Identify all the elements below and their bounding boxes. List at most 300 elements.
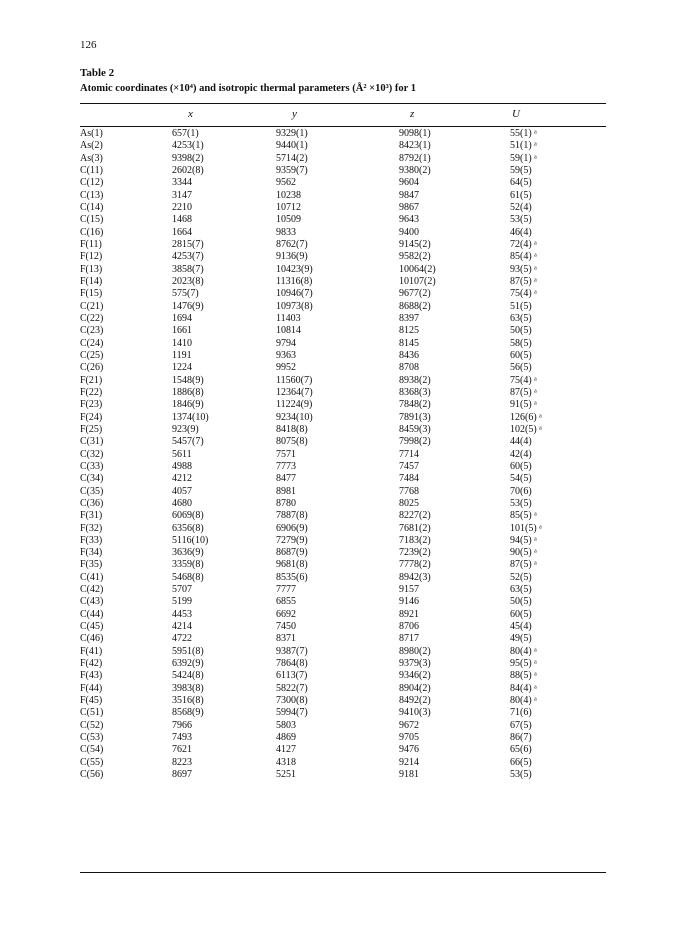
x-cell: 5457(7) bbox=[172, 436, 204, 448]
atom-cell: C(26) bbox=[80, 362, 104, 374]
table-row bbox=[80, 362, 606, 374]
z-cell: 9214 bbox=[399, 756, 419, 768]
y-cell: 6906(9) bbox=[276, 522, 308, 534]
atom-cell: F(22) bbox=[80, 386, 103, 398]
y-cell: 5251 bbox=[276, 769, 296, 781]
z-cell: 7183(2) bbox=[399, 534, 431, 546]
y-cell: 5994(7) bbox=[276, 707, 308, 719]
u-cell: 63(5) bbox=[510, 584, 532, 596]
z-cell: 9643 bbox=[399, 214, 419, 226]
atom-cell: C(25) bbox=[80, 349, 104, 361]
z-cell: 7778(2) bbox=[399, 559, 431, 571]
atom-cell: C(15) bbox=[80, 214, 104, 226]
z-cell: 10107(2) bbox=[399, 275, 436, 287]
table-row bbox=[80, 547, 606, 559]
u-cell: 52(5) bbox=[510, 571, 532, 583]
z-cell: 8942(3) bbox=[399, 571, 431, 583]
x-cell: 2210 bbox=[172, 201, 192, 213]
table-row bbox=[80, 239, 606, 251]
z-cell: 9098(1) bbox=[399, 128, 431, 139]
x-cell: 5468(8) bbox=[172, 571, 204, 583]
y-cell: 11403 bbox=[276, 312, 301, 324]
x-cell: 8697 bbox=[172, 769, 192, 781]
z-cell: 7714 bbox=[399, 448, 419, 460]
z-cell: 7998(2) bbox=[399, 436, 431, 448]
z-cell: 7768 bbox=[399, 485, 419, 497]
y-cell: 10946(7) bbox=[276, 288, 313, 300]
x-cell: 8568(9) bbox=[172, 707, 204, 719]
u-cell: 102(5) ᵃ bbox=[510, 423, 542, 435]
y-cell: 10423(9) bbox=[276, 263, 313, 275]
atom-cell: C(34) bbox=[80, 473, 104, 485]
z-cell: 9582(2) bbox=[399, 251, 431, 263]
y-cell: 8762(7) bbox=[276, 238, 308, 250]
y-cell: 5714(2) bbox=[276, 152, 308, 164]
table-row bbox=[80, 769, 606, 781]
atom-cell: C(31) bbox=[80, 436, 104, 448]
table-row bbox=[80, 264, 606, 276]
table-row bbox=[80, 177, 606, 189]
u-cell: 87(5) ᵃ bbox=[510, 559, 537, 571]
u-cell: 126(6) ᵃ bbox=[510, 411, 542, 423]
atom-cell: F(33) bbox=[80, 534, 103, 546]
table-row bbox=[80, 670, 606, 682]
table-row bbox=[80, 350, 606, 362]
table-row bbox=[80, 375, 606, 387]
y-cell: 9234(10) bbox=[276, 411, 313, 423]
table-row bbox=[80, 313, 606, 325]
z-cell: 8792(1) bbox=[399, 152, 431, 164]
x-cell: 1664 bbox=[172, 226, 192, 238]
u-cell: 55(1) ᵃ bbox=[510, 128, 537, 139]
y-cell: 4869 bbox=[276, 732, 296, 744]
atom-cell: As(1) bbox=[80, 128, 103, 139]
y-cell: 5803 bbox=[276, 719, 296, 731]
x-cell: 1468 bbox=[172, 214, 192, 226]
x-cell: 6392(9) bbox=[172, 658, 204, 670]
table-row bbox=[80, 498, 606, 510]
y-cell: 9681(8) bbox=[276, 559, 308, 571]
z-cell: 10064(2) bbox=[399, 263, 436, 275]
x-cell: 8223 bbox=[172, 756, 192, 768]
z-cell: 8688(2) bbox=[399, 300, 431, 312]
y-cell: 4127 bbox=[276, 744, 296, 756]
z-cell: 7484 bbox=[399, 473, 419, 485]
x-cell: 6069(8) bbox=[172, 510, 204, 522]
z-cell: 8397 bbox=[399, 312, 419, 324]
atom-cell: F(13) bbox=[80, 263, 103, 275]
x-cell: 2023(8) bbox=[172, 275, 204, 287]
atom-cell: F(43) bbox=[80, 670, 103, 682]
table-bottom-rule bbox=[80, 872, 606, 873]
y-cell: 7300(8) bbox=[276, 695, 308, 707]
table-caption: Atomic coordinates (×10⁴) and isotropic thermal parameters (Å² ×10³) for 1 bbox=[80, 83, 416, 94]
table-row bbox=[80, 387, 606, 399]
x-cell: 3636(9) bbox=[172, 547, 204, 559]
table-row bbox=[80, 646, 606, 658]
table-row bbox=[80, 486, 606, 498]
table-top-rule bbox=[80, 103, 606, 104]
header-u: U bbox=[512, 108, 520, 120]
u-cell: 93(5) ᵃ bbox=[510, 263, 537, 275]
table-row bbox=[80, 276, 606, 288]
x-cell: 5611 bbox=[172, 448, 192, 460]
atom-cell: C(16) bbox=[80, 226, 104, 238]
z-cell: 8423(1) bbox=[399, 140, 431, 152]
x-cell: 1224 bbox=[172, 362, 192, 374]
u-cell: 75(4) ᵃ bbox=[510, 374, 537, 386]
y-cell: 7279(9) bbox=[276, 534, 308, 546]
z-cell: 9677(2) bbox=[399, 288, 431, 300]
table-row bbox=[80, 732, 606, 744]
table-row bbox=[80, 609, 606, 621]
x-cell: 7966 bbox=[172, 719, 192, 731]
table-row bbox=[80, 190, 606, 202]
table-row bbox=[80, 510, 606, 522]
table-row bbox=[80, 596, 606, 608]
x-cell: 9398(2) bbox=[172, 152, 204, 164]
y-cell: 5822(7) bbox=[276, 682, 308, 694]
x-cell: 1191 bbox=[172, 349, 192, 361]
y-cell: 9359(7) bbox=[276, 164, 308, 176]
z-cell: 9476 bbox=[399, 744, 419, 756]
u-cell: 59(5) bbox=[510, 164, 532, 176]
table-row bbox=[80, 288, 606, 300]
z-cell: 9867 bbox=[399, 201, 419, 213]
atom-cell: F(25) bbox=[80, 423, 103, 435]
atom-cell: F(32) bbox=[80, 522, 103, 534]
x-cell: 4214 bbox=[172, 621, 192, 633]
z-cell: 9400 bbox=[399, 226, 419, 238]
y-cell: 8418(8) bbox=[276, 423, 308, 435]
u-cell: 60(5) bbox=[510, 349, 532, 361]
z-cell: 7457 bbox=[399, 460, 419, 472]
x-cell: 657(1) bbox=[172, 128, 199, 139]
x-cell: 3983(8) bbox=[172, 682, 204, 694]
atom-cell: F(23) bbox=[80, 399, 103, 411]
atom-cell: C(32) bbox=[80, 448, 104, 460]
atom-cell: As(3) bbox=[80, 152, 103, 164]
table-row bbox=[80, 436, 606, 448]
table-row bbox=[80, 424, 606, 436]
atom-cell: C(44) bbox=[80, 608, 104, 620]
y-cell: 9440(1) bbox=[276, 140, 308, 152]
x-cell: 923(9) bbox=[172, 423, 199, 435]
z-cell: 7681(2) bbox=[399, 522, 431, 534]
u-cell: 60(5) bbox=[510, 460, 532, 472]
table-body bbox=[80, 128, 606, 781]
u-cell: 80(4) ᵃ bbox=[510, 645, 537, 657]
u-cell: 72(4) ᵃ bbox=[510, 238, 537, 250]
z-cell: 8459(3) bbox=[399, 423, 431, 435]
table-row bbox=[80, 325, 606, 337]
y-cell: 7864(8) bbox=[276, 658, 308, 670]
x-cell: 2602(8) bbox=[172, 164, 204, 176]
z-cell: 9146 bbox=[399, 596, 419, 608]
atom-cell: F(34) bbox=[80, 547, 103, 559]
u-cell: 59(1) ᵃ bbox=[510, 152, 537, 164]
u-cell: 44(4) bbox=[510, 436, 532, 448]
atom-cell: C(56) bbox=[80, 769, 104, 781]
u-cell: 75(4) ᵃ bbox=[510, 288, 537, 300]
u-cell: 87(5) ᵃ bbox=[510, 386, 537, 398]
z-cell: 7239(2) bbox=[399, 547, 431, 559]
atom-cell: F(11) bbox=[80, 238, 102, 250]
atom-cell: C(52) bbox=[80, 719, 104, 731]
x-cell: 3147 bbox=[172, 189, 192, 201]
u-cell: 61(5) bbox=[510, 189, 532, 201]
z-cell: 9672 bbox=[399, 719, 419, 731]
x-cell: 6356(8) bbox=[172, 522, 204, 534]
atom-cell: C(46) bbox=[80, 633, 104, 645]
atom-cell: F(31) bbox=[80, 510, 103, 522]
z-cell: 7848(2) bbox=[399, 399, 431, 411]
z-cell: 9847 bbox=[399, 189, 419, 201]
y-cell: 8535(6) bbox=[276, 571, 308, 583]
x-cell: 4057 bbox=[172, 485, 192, 497]
table-row bbox=[80, 720, 606, 732]
u-cell: 80(4) ᵃ bbox=[510, 695, 537, 707]
u-cell: 86(7) bbox=[510, 732, 532, 744]
y-cell: 10973(8) bbox=[276, 300, 313, 312]
y-cell: 11316(8) bbox=[276, 275, 313, 287]
z-cell: 8227(2) bbox=[399, 510, 431, 522]
x-cell: 3516(8) bbox=[172, 695, 204, 707]
y-cell: 4318 bbox=[276, 756, 296, 768]
u-cell: 64(5) bbox=[510, 177, 532, 189]
table-row bbox=[80, 251, 606, 263]
u-cell: 50(5) bbox=[510, 325, 532, 337]
z-cell: 8938(2) bbox=[399, 374, 431, 386]
x-cell: 1548(9) bbox=[172, 374, 204, 386]
x-cell: 1476(9) bbox=[172, 300, 204, 312]
u-cell: 52(4) bbox=[510, 201, 532, 213]
z-cell: 8368(3) bbox=[399, 386, 431, 398]
y-cell: 12364(7) bbox=[276, 386, 313, 398]
y-cell: 6855 bbox=[276, 596, 296, 608]
x-cell: 3359(8) bbox=[172, 559, 204, 571]
y-cell: 8981 bbox=[276, 485, 296, 497]
atom-cell: C(41) bbox=[80, 571, 104, 583]
x-cell: 3344 bbox=[172, 177, 192, 189]
u-cell: 45(4) bbox=[510, 621, 532, 633]
y-cell: 10238 bbox=[276, 189, 301, 201]
table-row bbox=[80, 449, 606, 461]
x-cell: 575(7) bbox=[172, 288, 199, 300]
y-cell: 9794 bbox=[276, 337, 296, 349]
table-row bbox=[80, 621, 606, 633]
u-cell: 54(5) bbox=[510, 473, 532, 485]
u-cell: 58(5) bbox=[510, 337, 532, 349]
table-row bbox=[80, 535, 606, 547]
x-cell: 7621 bbox=[172, 744, 192, 756]
z-cell: 8921 bbox=[399, 608, 419, 620]
atom-cell: C(45) bbox=[80, 621, 104, 633]
atom-cell: C(54) bbox=[80, 744, 104, 756]
u-cell: 67(5) bbox=[510, 719, 532, 731]
u-cell: 42(4) bbox=[510, 448, 532, 460]
atom-cell: C(21) bbox=[80, 300, 104, 312]
table-row bbox=[80, 559, 606, 571]
atom-cell: C(12) bbox=[80, 177, 104, 189]
atom-cell: F(24) bbox=[80, 411, 103, 423]
u-cell: 65(6) bbox=[510, 744, 532, 756]
x-cell: 4212 bbox=[172, 473, 192, 485]
table-row bbox=[80, 128, 606, 140]
u-cell: 91(5) ᵃ bbox=[510, 399, 537, 411]
z-cell: 8492(2) bbox=[399, 695, 431, 707]
atom-cell: F(41) bbox=[80, 645, 103, 657]
y-cell: 11224(9) bbox=[276, 399, 313, 411]
table-row bbox=[80, 338, 606, 350]
z-cell: 8980(2) bbox=[399, 645, 431, 657]
x-cell: 4453 bbox=[172, 608, 192, 620]
z-cell: 8145 bbox=[399, 337, 419, 349]
z-cell: 9379(3) bbox=[399, 658, 431, 670]
z-cell: 9410(3) bbox=[399, 707, 431, 719]
u-cell: 60(5) bbox=[510, 608, 532, 620]
u-cell: 51(1) ᵃ bbox=[510, 140, 537, 152]
table-row bbox=[80, 633, 606, 645]
u-cell: 71(6) bbox=[510, 707, 532, 719]
table-row bbox=[80, 658, 606, 670]
table-row bbox=[80, 227, 606, 239]
x-cell: 1661 bbox=[172, 325, 192, 337]
atom-cell: C(23) bbox=[80, 325, 104, 337]
y-cell: 11560(7) bbox=[276, 374, 313, 386]
atom-cell: C(14) bbox=[80, 201, 104, 213]
header-x: x bbox=[188, 108, 193, 120]
atom-cell: C(13) bbox=[80, 189, 104, 201]
y-cell: 9363 bbox=[276, 349, 296, 361]
table-row bbox=[80, 461, 606, 473]
atom-cell: F(15) bbox=[80, 288, 103, 300]
z-cell: 9157 bbox=[399, 584, 419, 596]
x-cell: 7493 bbox=[172, 732, 192, 744]
x-cell: 3858(7) bbox=[172, 263, 204, 275]
y-cell: 7571 bbox=[276, 448, 296, 460]
y-cell: 8371 bbox=[276, 633, 296, 645]
atom-cell: C(24) bbox=[80, 337, 104, 349]
atom-cell: C(42) bbox=[80, 584, 104, 596]
x-cell: 5707 bbox=[172, 584, 192, 596]
table-row bbox=[80, 214, 606, 226]
u-cell: 51(5) bbox=[510, 300, 532, 312]
x-cell: 4253(1) bbox=[172, 140, 204, 152]
z-cell: 9145(2) bbox=[399, 238, 431, 250]
atom-cell: F(14) bbox=[80, 275, 103, 287]
y-cell: 9329(1) bbox=[276, 128, 308, 139]
y-cell: 9136(9) bbox=[276, 251, 308, 263]
table-row bbox=[80, 572, 606, 584]
z-cell: 9380(2) bbox=[399, 164, 431, 176]
table-row bbox=[80, 202, 606, 214]
table-header-rule bbox=[80, 126, 606, 127]
z-cell: 8706 bbox=[399, 621, 419, 633]
atom-cell: C(51) bbox=[80, 707, 104, 719]
y-cell: 7450 bbox=[276, 621, 296, 633]
u-cell: 95(5) ᵃ bbox=[510, 658, 537, 670]
atom-cell: F(21) bbox=[80, 374, 103, 386]
y-cell: 6692 bbox=[276, 608, 296, 620]
table-row bbox=[80, 165, 606, 177]
x-cell: 5951(8) bbox=[172, 645, 204, 657]
u-cell: 49(5) bbox=[510, 633, 532, 645]
x-cell: 4680 bbox=[172, 497, 192, 509]
atom-cell: F(42) bbox=[80, 658, 103, 670]
x-cell: 1886(8) bbox=[172, 386, 204, 398]
u-cell: 70(6) bbox=[510, 485, 532, 497]
u-cell: 56(5) bbox=[510, 362, 532, 374]
u-cell: 94(5) ᵃ bbox=[510, 534, 537, 546]
z-cell: 9604 bbox=[399, 177, 419, 189]
z-cell: 7891(3) bbox=[399, 411, 431, 423]
y-cell: 9833 bbox=[276, 226, 296, 238]
y-cell: 7773 bbox=[276, 460, 296, 472]
x-cell: 5199 bbox=[172, 596, 192, 608]
x-cell: 1846(9) bbox=[172, 399, 204, 411]
u-cell: 63(5) bbox=[510, 312, 532, 324]
header-y: y bbox=[292, 108, 297, 120]
table-row bbox=[80, 523, 606, 535]
y-cell: 9562 bbox=[276, 177, 296, 189]
atom-cell: C(35) bbox=[80, 485, 104, 497]
u-cell: 46(4) bbox=[510, 226, 532, 238]
u-cell: 53(5) bbox=[510, 214, 532, 226]
u-cell: 88(5) ᵃ bbox=[510, 670, 537, 682]
y-cell: 8477 bbox=[276, 473, 296, 485]
y-cell: 10814 bbox=[276, 325, 301, 337]
table-row bbox=[80, 301, 606, 313]
x-cell: 4988 bbox=[172, 460, 192, 472]
x-cell: 1374(10) bbox=[172, 411, 209, 423]
z-cell: 8717 bbox=[399, 633, 419, 645]
table-row bbox=[80, 707, 606, 719]
u-cell: 50(5) bbox=[510, 596, 532, 608]
x-cell: 5424(8) bbox=[172, 670, 204, 682]
z-cell: 9346(2) bbox=[399, 670, 431, 682]
page-number: 126 bbox=[80, 39, 97, 51]
y-cell: 8780 bbox=[276, 497, 296, 509]
table-row bbox=[80, 584, 606, 596]
table-row bbox=[80, 140, 606, 152]
u-cell: 85(5) ᵃ bbox=[510, 510, 537, 522]
atom-cell: C(43) bbox=[80, 596, 104, 608]
atom-cell: F(35) bbox=[80, 559, 103, 571]
header-z: z bbox=[410, 108, 415, 120]
z-cell: 8708 bbox=[399, 362, 419, 374]
u-cell: 53(5) bbox=[510, 769, 532, 781]
u-cell: 85(4) ᵃ bbox=[510, 251, 537, 263]
z-cell: 9181 bbox=[399, 769, 419, 781]
y-cell: 6113(7) bbox=[276, 670, 308, 682]
atom-cell: C(11) bbox=[80, 164, 103, 176]
atom-cell: F(45) bbox=[80, 695, 103, 707]
table-row bbox=[80, 683, 606, 695]
y-cell: 9387(7) bbox=[276, 645, 308, 657]
u-cell: 90(5) ᵃ bbox=[510, 547, 537, 559]
y-cell: 7887(8) bbox=[276, 510, 308, 522]
atom-cell: F(44) bbox=[80, 682, 103, 694]
table-row bbox=[80, 473, 606, 485]
y-cell: 8687(9) bbox=[276, 547, 308, 559]
atom-cell: C(53) bbox=[80, 732, 104, 744]
table-row bbox=[80, 744, 606, 756]
z-cell: 8025 bbox=[399, 497, 419, 509]
u-cell: 87(5) ᵃ bbox=[510, 275, 537, 287]
atom-cell: C(22) bbox=[80, 312, 104, 324]
u-cell: 84(4) ᵃ bbox=[510, 682, 537, 694]
